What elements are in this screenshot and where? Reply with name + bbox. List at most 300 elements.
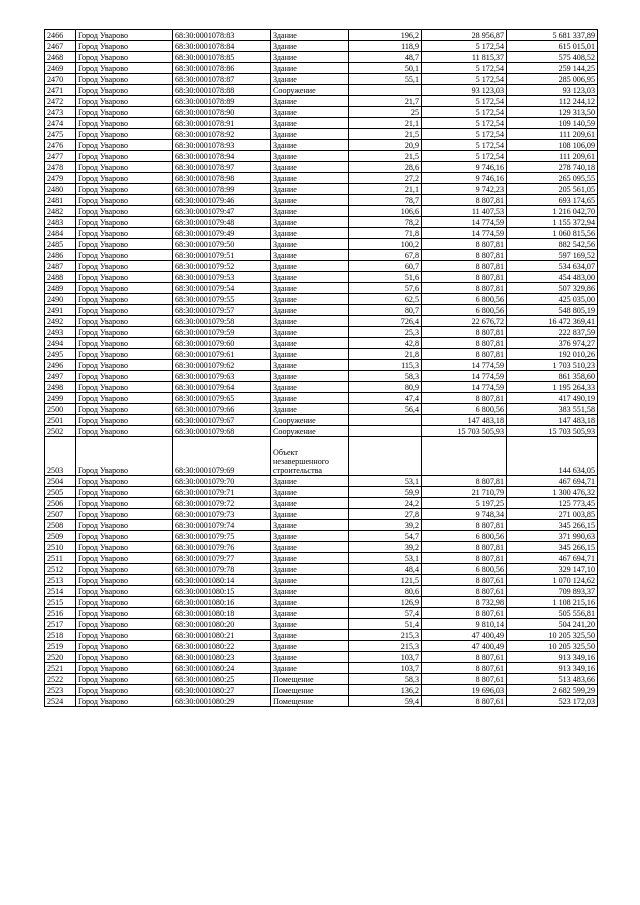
cadastral-value-cell: 93 123,03	[507, 85, 598, 96]
row-number: 2524	[45, 696, 76, 707]
cadastral-value-cell: 222 837,59	[507, 327, 598, 338]
row-number: 2495	[45, 349, 76, 360]
table-row	[45, 85, 598, 96]
area-cell: 67,8	[349, 250, 422, 261]
object-type-cell: Здание	[271, 663, 349, 674]
specific-value-cell: 6 800,56	[422, 564, 507, 575]
cadastral-value-cell: 913 349,16	[507, 663, 598, 674]
table-row	[45, 129, 598, 140]
row-number: 2523	[45, 685, 76, 696]
object-type-cell: Здание	[271, 575, 349, 586]
specific-value-cell: 8 807,81	[422, 239, 507, 250]
cadastral-value-cell: 454 483,00	[507, 272, 598, 283]
object-type-cell: Здание	[271, 250, 349, 261]
table-row	[45, 349, 598, 360]
table-row	[45, 151, 598, 162]
area-cell: 27,2	[349, 173, 422, 184]
table-row	[45, 498, 598, 509]
row-number: 2486	[45, 250, 76, 261]
specific-value-cell: 8 807,81	[422, 250, 507, 261]
locality-cell: Город Уварово	[76, 327, 173, 338]
row-number: 2485	[45, 239, 76, 250]
locality-cell: Город Уварово	[76, 393, 173, 404]
locality-cell: Город Уварово	[76, 564, 173, 575]
locality-cell: Город Уварово	[76, 575, 173, 586]
row-number: 2468	[45, 52, 76, 63]
cadastral-number-cell: 68:30:0001080:23	[173, 652, 271, 663]
locality-cell: Город Уварово	[76, 349, 173, 360]
cadastral-value-cell: 882 542,56	[507, 239, 598, 250]
area-cell: 21,1	[349, 184, 422, 195]
cadastral-value-cell: 10 205 325,50	[507, 641, 598, 652]
locality-cell: Город Уварово	[76, 608, 173, 619]
cadastral-value-table	[44, 29, 598, 707]
locality-cell: Город Уварово	[76, 63, 173, 74]
cadastral-value-cell: 129 313,50	[507, 107, 598, 118]
object-type-cell: Сооружение	[271, 415, 349, 426]
cadastral-number-cell: 68:30:0001078:85	[173, 52, 271, 63]
object-type-cell: Здание	[271, 305, 349, 316]
specific-value-cell: 5 172,54	[422, 118, 507, 129]
cadastral-value-cell: 329 147,10	[507, 564, 598, 575]
object-type-cell: Здание	[271, 151, 349, 162]
locality-cell: Город Уварово	[76, 173, 173, 184]
area-cell: 136,2	[349, 685, 422, 696]
area-cell: 21,7	[349, 96, 422, 107]
object-type-cell: Здание	[271, 531, 349, 542]
table-row	[45, 41, 598, 52]
locality-cell: Город Уварово	[76, 404, 173, 415]
cadastral-value-cell: 383 551,58	[507, 404, 598, 415]
cadastral-number-cell: 68:30:0001078:86	[173, 63, 271, 74]
locality-cell: Город Уварово	[76, 437, 173, 476]
area-cell	[349, 85, 422, 96]
cadastral-value-cell: 144 634,05	[507, 437, 598, 476]
table-row	[45, 239, 598, 250]
cadastral-number-cell: 68:30:0001079:61	[173, 349, 271, 360]
object-type-cell: Здание	[271, 294, 349, 305]
cadastral-value-cell: 505 556,81	[507, 608, 598, 619]
row-number: 2475	[45, 129, 76, 140]
object-type-cell: Здание	[271, 261, 349, 272]
object-type-cell: Здание	[271, 107, 349, 118]
locality-cell: Город Уварово	[76, 107, 173, 118]
table-row	[45, 619, 598, 630]
row-number: 2520	[45, 652, 76, 663]
object-type-cell: Здание	[271, 129, 349, 140]
cadastral-value-cell: 125 773,45	[507, 498, 598, 509]
cadastral-value-cell: 417 490,19	[507, 393, 598, 404]
specific-value-cell: 8 807,81	[422, 476, 507, 487]
locality-cell: Город Уварово	[76, 338, 173, 349]
cadastral-number-cell: 68:30:0001078:87	[173, 74, 271, 85]
row-number: 2517	[45, 619, 76, 630]
cadastral-value-cell: 913 349,16	[507, 652, 598, 663]
table-row	[45, 564, 598, 575]
specific-value-cell: 93 123,03	[422, 85, 507, 96]
object-type-cell: Здание	[271, 553, 349, 564]
cadastral-number-cell: 68:30:0001079:53	[173, 272, 271, 283]
specific-value-cell: 8 807,81	[422, 542, 507, 553]
cadastral-number-cell: 68:30:0001080:16	[173, 597, 271, 608]
specific-value-cell: 21 710,79	[422, 487, 507, 498]
table-row	[45, 63, 598, 74]
area-cell: 59,4	[349, 696, 422, 707]
object-type-cell: Здание	[271, 608, 349, 619]
area-cell: 25,3	[349, 327, 422, 338]
locality-cell: Город Уварово	[76, 283, 173, 294]
locality-cell: Город Уварово	[76, 531, 173, 542]
area-cell: 115,3	[349, 360, 422, 371]
locality-cell: Город Уварово	[76, 294, 173, 305]
cadastral-number-cell: 68:30:0001079:74	[173, 520, 271, 531]
area-cell: 27,8	[349, 509, 422, 520]
cadastral-number-cell: 68:30:0001079:63	[173, 371, 271, 382]
table-row	[45, 162, 598, 173]
cadastral-number-cell: 68:30:0001079:50	[173, 239, 271, 250]
cadastral-number-cell: 68:30:0001080:18	[173, 608, 271, 619]
object-type-cell: Здание	[271, 96, 349, 107]
area-cell: 80,7	[349, 305, 422, 316]
specific-value-cell: 8 807,61	[422, 575, 507, 586]
cadastral-number-cell: 68:30:0001078:83	[173, 30, 271, 41]
locality-cell: Город Уварово	[76, 129, 173, 140]
cadastral-value-cell: 345 266,15	[507, 520, 598, 531]
cadastral-value-cell: 693 174,65	[507, 195, 598, 206]
cadastral-number-cell: 68:30:0001078:97	[173, 162, 271, 173]
specific-value-cell: 9 742,23	[422, 184, 507, 195]
cadastral-value-cell: 15 703 505,93	[507, 426, 598, 437]
table-row	[45, 393, 598, 404]
table-row	[45, 52, 598, 63]
cadastral-number-cell: 68:30:0001079:78	[173, 564, 271, 575]
row-number: 2504	[45, 476, 76, 487]
specific-value-cell: 8 807,61	[422, 586, 507, 597]
object-type-cell: Здание	[271, 195, 349, 206]
cadastral-value-cell: 1 060 815,56	[507, 228, 598, 239]
table-row	[45, 608, 598, 619]
area-cell: 59,9	[349, 487, 422, 498]
specific-value-cell: 5 172,54	[422, 151, 507, 162]
cadastral-number-cell: 68:30:0001079:58	[173, 316, 271, 327]
row-number: 2518	[45, 630, 76, 641]
row-number: 2508	[45, 520, 76, 531]
table-row	[45, 338, 598, 349]
table-row	[45, 305, 598, 316]
cadastral-number-cell: 68:30:0001079:49	[173, 228, 271, 239]
row-number: 2500	[45, 404, 76, 415]
object-type-cell: Здание	[271, 206, 349, 217]
object-type-cell: Здание	[271, 652, 349, 663]
table-row	[45, 663, 598, 674]
locality-cell: Город Уварово	[76, 30, 173, 41]
locality-cell: Город Уварово	[76, 663, 173, 674]
row-number: 2501	[45, 415, 76, 426]
table-row	[45, 316, 598, 327]
cadastral-number-cell: 68:30:0001078:93	[173, 140, 271, 151]
table-body	[45, 30, 598, 707]
locality-cell: Город Уварово	[76, 305, 173, 316]
specific-value-cell: 8 807,61	[422, 696, 507, 707]
cadastral-number-cell: 68:30:0001079:70	[173, 476, 271, 487]
row-number: 2516	[45, 608, 76, 619]
table-row	[45, 575, 598, 586]
row-number: 2490	[45, 294, 76, 305]
cadastral-value-cell: 10 205 325,50	[507, 630, 598, 641]
object-type-cell: Помещение	[271, 696, 349, 707]
specific-value-cell: 47 400,49	[422, 630, 507, 641]
object-type-cell: Здание	[271, 349, 349, 360]
cadastral-number-cell: 68:30:0001079:73	[173, 509, 271, 520]
table-row	[45, 250, 598, 261]
row-number: 2522	[45, 674, 76, 685]
locality-cell: Город Уварово	[76, 674, 173, 685]
specific-value-cell: 14 774,59	[422, 371, 507, 382]
area-cell: 80,6	[349, 586, 422, 597]
table-row	[45, 294, 598, 305]
object-type-cell: Здание	[271, 404, 349, 415]
table-row	[45, 586, 598, 597]
table-row	[45, 206, 598, 217]
locality-cell: Город Уварово	[76, 85, 173, 96]
cadastral-value-cell: 597 169,52	[507, 250, 598, 261]
specific-value-cell: 6 800,56	[422, 294, 507, 305]
cadastral-value-cell: 425 035,00	[507, 294, 598, 305]
locality-cell: Город Уварово	[76, 652, 173, 663]
specific-value-cell: 5 197,25	[422, 498, 507, 509]
cadastral-number-cell: 68:30:0001079:62	[173, 360, 271, 371]
cadastral-number-cell: 68:30:0001079:64	[173, 382, 271, 393]
cadastral-value-cell: 345 266,15	[507, 542, 598, 553]
cadastral-number-cell: 68:30:0001078:92	[173, 129, 271, 140]
row-number: 2510	[45, 542, 76, 553]
row-number: 2476	[45, 140, 76, 151]
table-row	[45, 382, 598, 393]
object-type-cell: Здание	[271, 619, 349, 630]
locality-cell: Город Уварово	[76, 630, 173, 641]
table-row	[45, 531, 598, 542]
object-type-cell: Здание	[271, 327, 349, 338]
table-row	[45, 674, 598, 685]
table-row	[45, 696, 598, 707]
locality-cell: Город Уварово	[76, 195, 173, 206]
area-cell: 54,7	[349, 531, 422, 542]
cadastral-number-cell: 68:30:0001078:94	[173, 151, 271, 162]
cadastral-number-cell: 68:30:0001079:75	[173, 531, 271, 542]
cadastral-number-cell: 68:30:0001079:76	[173, 542, 271, 553]
specific-value-cell: 5 172,54	[422, 63, 507, 74]
area-cell: 103,7	[349, 652, 422, 663]
cadastral-value-cell: 265 095,55	[507, 173, 598, 184]
area-cell: 21,5	[349, 129, 422, 140]
row-number: 2469	[45, 63, 76, 74]
cadastral-number-cell: 68:30:0001079:46	[173, 195, 271, 206]
cadastral-value-cell: 192 010,26	[507, 349, 598, 360]
specific-value-cell: 8 807,81	[422, 338, 507, 349]
object-type-cell: Здание	[271, 476, 349, 487]
area-cell: 42,8	[349, 338, 422, 349]
row-number: 2473	[45, 107, 76, 118]
table-row	[45, 542, 598, 553]
cadastral-number-cell: 68:30:0001079:48	[173, 217, 271, 228]
object-type-cell: Здание	[271, 520, 349, 531]
specific-value-cell: 9 748,34	[422, 509, 507, 520]
area-cell: 60,7	[349, 261, 422, 272]
object-type-cell: Здание	[271, 338, 349, 349]
locality-cell: Город Уварово	[76, 250, 173, 261]
cadastral-value-cell: 1 070 124,62	[507, 575, 598, 586]
area-cell: 39,2	[349, 542, 422, 553]
area-cell	[349, 415, 422, 426]
locality-cell: Город Уварово	[76, 41, 173, 52]
specific-value-cell: 147 483,18	[422, 415, 507, 426]
table-row	[45, 173, 598, 184]
cadastral-number-cell: 68:30:0001080:25	[173, 674, 271, 685]
object-type-cell: Здание	[271, 586, 349, 597]
locality-cell: Город Уварово	[76, 74, 173, 85]
specific-value-cell: 8 807,61	[422, 608, 507, 619]
row-number: 2489	[45, 283, 76, 294]
area-cell: 57,4	[349, 608, 422, 619]
specific-value-cell: 8 807,81	[422, 283, 507, 294]
area-cell: 196,2	[349, 30, 422, 41]
locality-cell: Город Уварово	[76, 415, 173, 426]
area-cell: 55,1	[349, 74, 422, 85]
cadastral-number-cell: 68:30:0001080:27	[173, 685, 271, 696]
cadastral-number-cell: 68:30:0001079:68	[173, 426, 271, 437]
table-row	[45, 597, 598, 608]
area-cell: 21,1	[349, 118, 422, 129]
object-type-cell: Здание	[271, 360, 349, 371]
object-type-cell: Здание	[271, 509, 349, 520]
area-cell: 58,3	[349, 674, 422, 685]
object-type-cell: Здание	[271, 498, 349, 509]
cadastral-value-cell: 2 682 599,29	[507, 685, 598, 696]
cadastral-value-cell: 1 300 476,32	[507, 487, 598, 498]
specific-value-cell: 11 407,53	[422, 206, 507, 217]
object-type-cell: Здание	[271, 162, 349, 173]
table-row	[45, 228, 598, 239]
object-type-cell: Здание	[271, 228, 349, 239]
locality-cell: Город Уварово	[76, 487, 173, 498]
object-type-cell: Здание	[271, 63, 349, 74]
row-number: 2521	[45, 663, 76, 674]
row-number: 2496	[45, 360, 76, 371]
area-cell: 48,7	[349, 52, 422, 63]
cadastral-number-cell: 68:30:0001080:20	[173, 619, 271, 630]
row-number: 2519	[45, 641, 76, 652]
area-cell: 121,5	[349, 575, 422, 586]
table-row	[45, 283, 598, 294]
object-type-cell: Помещение	[271, 674, 349, 685]
table-row	[45, 437, 598, 476]
specific-value-cell: 14 774,59	[422, 217, 507, 228]
specific-value-cell: 22 676,72	[422, 316, 507, 327]
locality-cell: Город Уварово	[76, 426, 173, 437]
cadastral-value-cell: 861 358,60	[507, 371, 598, 382]
table-row	[45, 520, 598, 531]
cadastral-value-cell: 1 195 264,33	[507, 382, 598, 393]
locality-cell: Город Уварово	[76, 509, 173, 520]
cadastral-number-cell: 68:30:0001079:47	[173, 206, 271, 217]
object-type-cell: Здание	[271, 30, 349, 41]
specific-value-cell: 9 746,16	[422, 173, 507, 184]
table-row	[45, 140, 598, 151]
locality-cell: Город Уварово	[76, 476, 173, 487]
specific-value-cell: 6 800,56	[422, 305, 507, 316]
specific-value-cell: 5 172,54	[422, 96, 507, 107]
cadastral-value-cell: 1 108 215,16	[507, 597, 598, 608]
specific-value-cell: 47 400,49	[422, 641, 507, 652]
locality-cell: Город Уварово	[76, 641, 173, 652]
specific-value-cell: 8 807,81	[422, 195, 507, 206]
row-number: 2493	[45, 327, 76, 338]
area-cell: 103,7	[349, 663, 422, 674]
cadastral-value-cell: 285 006,95	[507, 74, 598, 85]
table-row	[45, 630, 598, 641]
row-number: 2482	[45, 206, 76, 217]
object-type-cell: Здание	[271, 272, 349, 283]
area-cell: 53,1	[349, 476, 422, 487]
table-row	[45, 327, 598, 338]
table-row	[45, 509, 598, 520]
locality-cell: Город Уварово	[76, 360, 173, 371]
row-number: 2478	[45, 162, 76, 173]
cadastral-value-cell: 111 209,61	[507, 129, 598, 140]
object-type-cell: Здание	[271, 630, 349, 641]
row-number: 2480	[45, 184, 76, 195]
locality-cell: Город Уварово	[76, 239, 173, 250]
locality-cell: Город Уварово	[76, 696, 173, 707]
row-number: 2471	[45, 85, 76, 96]
row-number: 2506	[45, 498, 76, 509]
row-number: 2515	[45, 597, 76, 608]
row-number: 2498	[45, 382, 76, 393]
area-cell: 28,6	[349, 162, 422, 173]
locality-cell: Город Уварово	[76, 586, 173, 597]
row-number: 2513	[45, 575, 76, 586]
area-cell: 20,9	[349, 140, 422, 151]
area-cell: 24,2	[349, 498, 422, 509]
row-number: 2505	[45, 487, 76, 498]
cadastral-value-cell: 111 209,61	[507, 151, 598, 162]
locality-cell: Город Уварово	[76, 217, 173, 228]
specific-value-cell: 19 696,03	[422, 685, 507, 696]
cadastral-value-cell: 259 144,25	[507, 63, 598, 74]
table-row	[45, 30, 598, 41]
object-type-cell: Здание	[271, 173, 349, 184]
area-cell: 215,3	[349, 641, 422, 652]
row-number: 2483	[45, 217, 76, 228]
specific-value-cell: 14 774,59	[422, 360, 507, 371]
cadastral-value-cell: 371 990,63	[507, 531, 598, 542]
cadastral-number-cell: 68:30:0001078:89	[173, 96, 271, 107]
cadastral-value-cell: 467 694,71	[507, 553, 598, 564]
row-number: 2492	[45, 316, 76, 327]
row-number: 2494	[45, 338, 76, 349]
cadastral-number-cell: 68:30:0001078:88	[173, 85, 271, 96]
locality-cell: Город Уварово	[76, 151, 173, 162]
locality-cell: Город Уварово	[76, 118, 173, 129]
table-row	[45, 415, 598, 426]
cadastral-number-cell: 68:30:0001080:29	[173, 696, 271, 707]
cadastral-number-cell: 68:30:0001080:15	[173, 586, 271, 597]
locality-cell: Город Уварово	[76, 498, 173, 509]
specific-value-cell: 9 746,16	[422, 162, 507, 173]
area-cell: 78,7	[349, 195, 422, 206]
cadastral-value-cell: 5 681 337,89	[507, 30, 598, 41]
cadastral-number-cell: 68:30:0001078:98	[173, 173, 271, 184]
